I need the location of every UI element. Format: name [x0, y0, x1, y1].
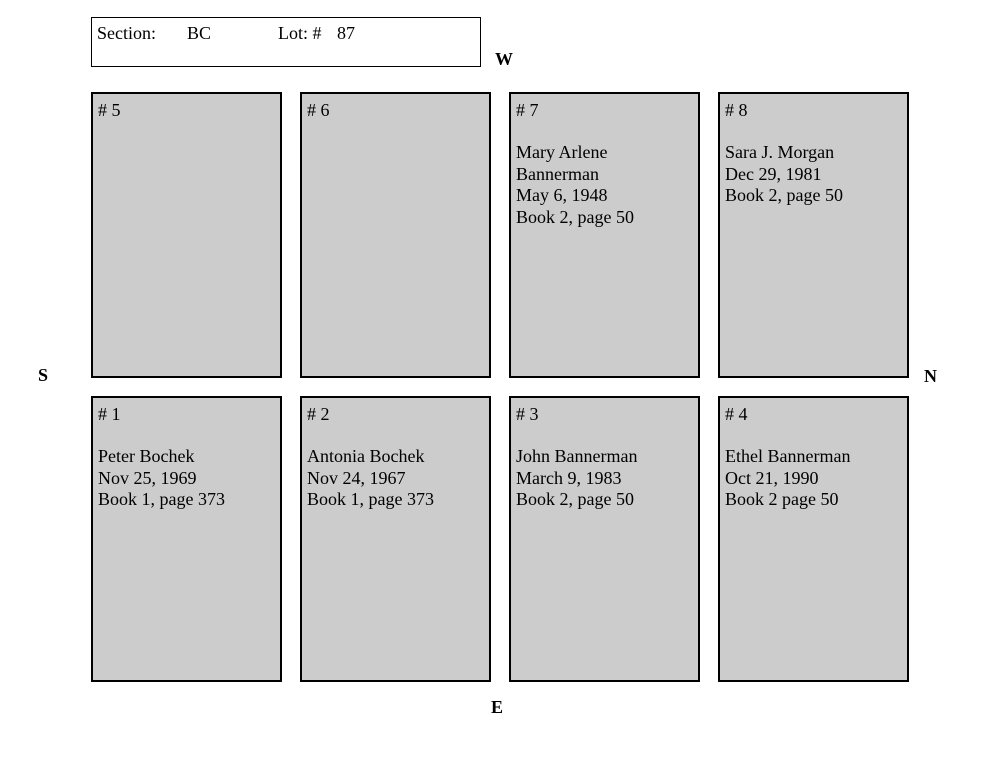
plot-number: # 4: [725, 404, 748, 424]
plot-number: # 1: [98, 404, 121, 424]
occupant-name-line-2: Bannerman: [516, 163, 599, 184]
record-reference: Book 2 page 50: [725, 489, 839, 509]
occupant-name: Ethel Bannerman: [725, 446, 851, 466]
record-reference: Book 2, page 50: [516, 206, 634, 227]
occupant-name-line-1: Mary Arlene: [516, 142, 608, 162]
plot-info: [516, 142, 694, 228]
plot-number: # 2: [307, 404, 330, 424]
occupant-name: Antonia Bochek: [307, 446, 425, 466]
record-reference: Book 1, page 373: [98, 489, 225, 509]
section-value: BC: [187, 23, 212, 43]
plot-info: [307, 446, 485, 511]
lot-header: [91, 17, 481, 67]
lot-value: 87: [337, 23, 355, 43]
plot-7: [509, 92, 700, 378]
plot-number: # 7: [516, 100, 539, 120]
plot-info: [98, 446, 276, 511]
lot-label: Lot: #: [278, 23, 322, 43]
occupant-name: Peter Bochek: [98, 446, 195, 466]
burial-date: Nov 24, 1967: [307, 467, 406, 488]
plot-6: [300, 92, 491, 378]
compass-east: E: [491, 697, 504, 717]
burial-date: March 9, 1983: [516, 467, 622, 488]
occupant-name: John Bannerman: [516, 446, 638, 466]
record-reference: Book 2, page 50: [516, 489, 634, 509]
plot-1: [91, 396, 282, 682]
plot-number: # 6: [307, 100, 330, 120]
section-label: Section:: [97, 23, 156, 43]
plot-number: # 3: [516, 404, 539, 424]
plot-4: [718, 396, 909, 682]
plot-number: # 5: [98, 100, 121, 120]
plot-3: [509, 396, 700, 682]
burial-date: Oct 21, 1990: [725, 467, 819, 488]
occupant-name: Sara J. Morgan: [725, 142, 835, 162]
burial-date: Nov 25, 1969: [98, 467, 197, 488]
record-reference: Book 1, page 373: [307, 489, 434, 509]
burial-date: Dec 29, 1981: [725, 163, 822, 184]
compass-south: S: [38, 365, 49, 385]
compass-west: W: [495, 49, 513, 69]
record-reference: Book 2, page 50: [725, 185, 843, 205]
plot-info: [516, 446, 694, 511]
burial-date: May 6, 1948: [516, 185, 608, 205]
plot-number: # 8: [725, 100, 748, 120]
plot-2: [300, 396, 491, 682]
plot-info: [725, 142, 903, 207]
plot-8: [718, 92, 909, 378]
plot-5: [91, 92, 282, 378]
plot-info: [725, 446, 903, 511]
compass-north: N: [924, 366, 937, 386]
